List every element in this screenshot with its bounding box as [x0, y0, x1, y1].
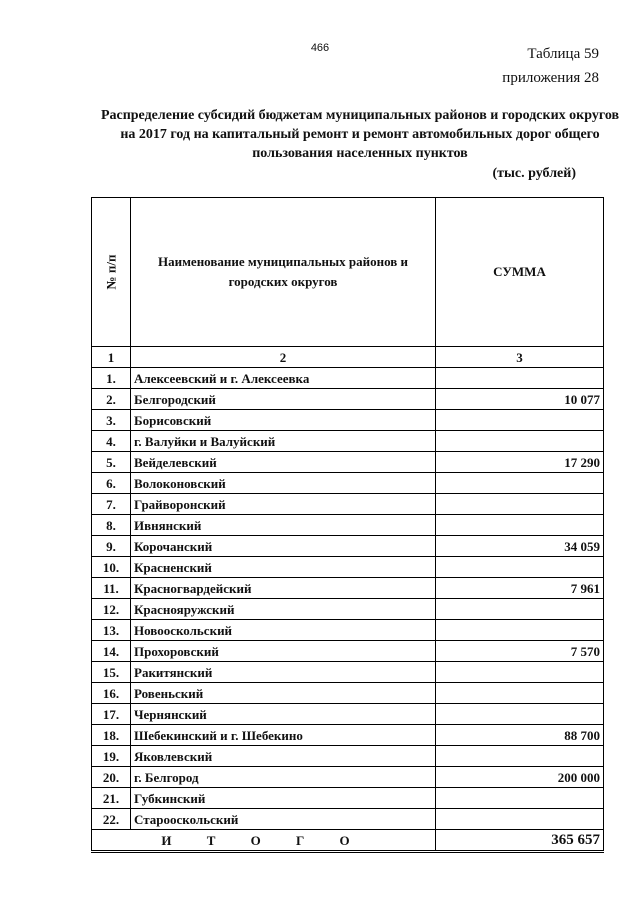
row-number: 1.: [92, 368, 131, 389]
table-row: [92, 557, 604, 578]
row-sum: [436, 620, 604, 641]
row-sum: [436, 704, 604, 725]
row-sum: 88 700: [436, 725, 604, 746]
row-number: 2.: [92, 389, 131, 410]
table-row: [92, 704, 604, 725]
col-number: 1: [92, 347, 131, 368]
table-row: [92, 410, 604, 431]
row-number: 21.: [92, 788, 131, 809]
subsidy-table: [91, 197, 604, 853]
table-row: [92, 767, 604, 788]
table-row: [92, 683, 604, 704]
row-name: Вейделевский: [131, 452, 436, 473]
table-row: [92, 536, 604, 557]
row-sum: [436, 431, 604, 452]
row-name: Ровеньский: [131, 683, 436, 704]
table-row: [92, 620, 604, 641]
table-row: [92, 725, 604, 746]
row-number: 20.: [92, 767, 131, 788]
header-name: Наименование муниципальных районов и городских округов: [131, 198, 436, 347]
table-row: [92, 809, 604, 830]
row-name: Чернянский: [131, 704, 436, 725]
column-number-row: [92, 347, 604, 368]
row-name: Волоконовский: [131, 473, 436, 494]
row-name: Грайворонский: [131, 494, 436, 515]
table-row: [92, 662, 604, 683]
row-number: 13.: [92, 620, 131, 641]
table-row: [92, 494, 604, 515]
table-row: [92, 473, 604, 494]
row-name: г. Валуйки и Валуйский: [131, 431, 436, 452]
row-name: Шебекинский и г. Шебекино: [131, 725, 436, 746]
table-row: [92, 788, 604, 809]
table-row: [92, 641, 604, 662]
row-sum: [436, 746, 604, 767]
row-name: Губкинский: [131, 788, 436, 809]
col-number: 2: [131, 347, 436, 368]
row-sum: 7 570: [436, 641, 604, 662]
row-number: 10.: [92, 557, 131, 578]
row-name: Новооскольский: [131, 620, 436, 641]
row-name: Алексеевский и г. Алексеевка: [131, 368, 436, 389]
row-sum: 200 000: [436, 767, 604, 788]
row-number: 19.: [92, 746, 131, 767]
table-row: [92, 431, 604, 452]
row-sum: [436, 599, 604, 620]
row-sum: [436, 809, 604, 830]
row-number: 4.: [92, 431, 131, 452]
row-number: 8.: [92, 515, 131, 536]
row-number: 15.: [92, 662, 131, 683]
row-number: 22.: [92, 809, 131, 830]
row-sum: [436, 557, 604, 578]
row-sum: 7 961: [436, 578, 604, 599]
row-number: 11.: [92, 578, 131, 599]
row-number: 9.: [92, 536, 131, 557]
table-header-row: [92, 198, 604, 347]
row-sum: [436, 473, 604, 494]
row-sum: 34 059: [436, 536, 604, 557]
row-sum: 10 077: [436, 389, 604, 410]
row-name: Красногвардейский: [131, 578, 436, 599]
row-sum: [436, 788, 604, 809]
document-title: Распределение субсидий бюджетам муниципальных районов и городских округов на 2017 год на капитальный ремонт и ремонт автомобильных дорог общего пользования населенных пунктов: [100, 108, 620, 161]
row-number: 7.: [92, 494, 131, 515]
page-number: 466: [310, 42, 330, 54]
row-name: Прохоровский: [131, 641, 436, 662]
table-row: [92, 368, 604, 389]
row-name: Красненский: [131, 557, 436, 578]
row-sum: [436, 683, 604, 704]
row-name: Яковлевский: [131, 746, 436, 767]
row-name: Краснояружский: [131, 599, 436, 620]
row-sum: 17 290: [436, 452, 604, 473]
row-number: 17.: [92, 704, 131, 725]
table-row: [92, 578, 604, 599]
row-name: Старооскольский: [131, 809, 436, 830]
table-row: [92, 746, 604, 767]
row-name: Борисовский: [131, 410, 436, 431]
total-value: 365 657: [436, 830, 604, 852]
appendix-label: приложения 28: [502, 70, 599, 86]
row-number: 14.: [92, 641, 131, 662]
total-row: [92, 830, 604, 852]
row-sum: [436, 662, 604, 683]
row-name: Корочанский: [131, 536, 436, 557]
row-number: 3.: [92, 410, 131, 431]
row-number: 6.: [92, 473, 131, 494]
table-row: [92, 452, 604, 473]
row-sum: [436, 368, 604, 389]
row-name: Ивнянский: [131, 515, 436, 536]
row-name: Ракитянский: [131, 662, 436, 683]
row-name: г. Белгород: [131, 767, 436, 788]
table-row: [92, 599, 604, 620]
total-label: И Т О Г О: [92, 830, 436, 852]
row-sum: [436, 410, 604, 431]
row-number: 12.: [92, 599, 131, 620]
row-number: 16.: [92, 683, 131, 704]
row-number: 5.: [92, 452, 131, 473]
col-number: 3: [436, 347, 604, 368]
table-row: [92, 515, 604, 536]
header-num: [92, 198, 131, 347]
units-label: (тыс. рублей): [492, 166, 576, 181]
header-sum: СУММА: [436, 198, 604, 347]
table-label: Таблица 59: [527, 46, 599, 62]
row-sum: [436, 515, 604, 536]
table-row: [92, 389, 604, 410]
row-name: Белгородский: [131, 389, 436, 410]
row-number: 18.: [92, 725, 131, 746]
row-sum: [436, 494, 604, 515]
header-num-label: № п/п: [103, 254, 118, 290]
